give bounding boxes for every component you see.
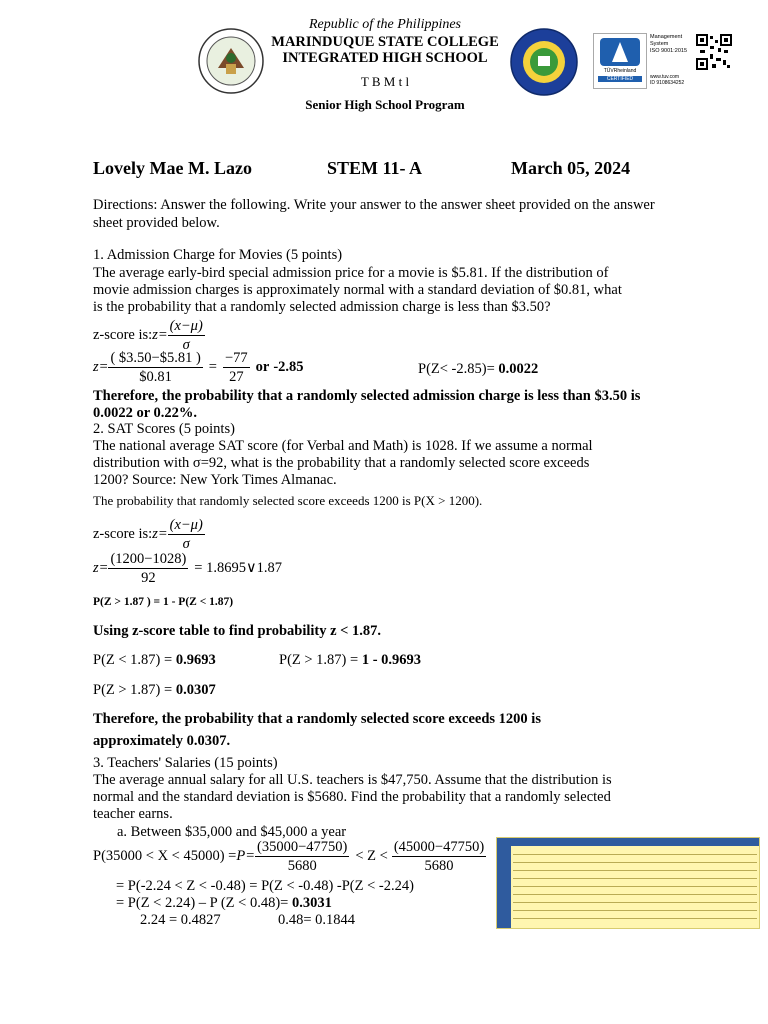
student-section: STEM 11- A	[327, 158, 423, 178]
program-name: Senior High School Program	[305, 97, 465, 112]
q2-calc-lhs: z=	[93, 560, 109, 576]
q2-line2: distribution with σ=92, what is the probability that a randomly selected score exceeds	[93, 455, 590, 471]
q1-zformula-lhs: z=	[152, 327, 168, 343]
q2-step3b	[279, 651, 421, 669]
q1-calc-lhs: z=	[93, 359, 109, 375]
q2-step3b-label: P(Z > 1.87) =	[279, 652, 362, 668]
q3-line-a2	[116, 894, 332, 912]
q2-zformula-lhs: z=	[152, 526, 168, 542]
q2-step4	[93, 681, 216, 699]
q1-zformula-num: (x−μ)	[169, 318, 203, 334]
q1-calc-or: or	[255, 359, 270, 375]
q3-calc-num1: (35000−47750)	[257, 839, 348, 855]
q1-zscore-calc	[93, 349, 304, 386]
directions-text: Directions: Answer the following. Write your answer to the answer sheet provided on the answer sheet provided below.	[93, 197, 655, 231]
q3-title: 3. Teachers' Salaries (15 points)	[93, 755, 278, 771]
q2-step4-label: P(Z > 1.87) =	[93, 682, 176, 698]
q1-line2: movie admission charges is approximately normal with a standard deviation of $0.81, what	[93, 282, 622, 298]
q3-line-a2-value: 0.3031	[291, 895, 332, 911]
q3-line3: teacher earns.	[93, 806, 173, 822]
q2-calc-num: (1200−1028)	[110, 551, 187, 567]
q3-line1: The average annual salary for all U.S. teachers is $47,750. Assume that the distribution is	[93, 772, 612, 788]
q3-line-a3b: 0.48= 0.1844	[278, 912, 356, 928]
q3-calc-num2: (45000−47750)	[393, 839, 485, 855]
msc-seal-logo	[198, 28, 264, 94]
q1-probability	[418, 360, 538, 378]
q2-statement: The probability that randomly selected score exceeds 1200 is P(X > 1200).	[93, 493, 483, 508]
cert-url-block	[650, 74, 700, 86]
q3-line-a2-label: = P(Z < 2.24) – P (Z < 0.48)=	[116, 895, 292, 911]
q3-calc-mid: < Z <	[355, 848, 388, 864]
submission-date: March 05, 2024	[511, 158, 631, 178]
q2-conclusion-2: approximately 0.0307.	[93, 733, 231, 749]
tuv-certification-badge	[593, 33, 647, 89]
q1-line1: The average early-bird special admission price for a movie is $5.81. If the distribution of	[93, 265, 609, 281]
q1-zformula-den: σ	[182, 337, 190, 353]
q1-calc-eq: =	[208, 359, 217, 375]
q2-zscore-calc	[93, 550, 282, 587]
q2-step4-value: 0.0307	[175, 682, 216, 698]
q2-step3b-value: 1 - 0.9693	[361, 652, 422, 668]
q3-calc-den1: 5680	[287, 858, 317, 874]
q2-calc-rhs: = 1.8695∨1.87	[194, 560, 282, 576]
q3-calc-lhs: P(35000 < X < 45000) =	[93, 848, 237, 864]
school-name: INTEGRATED HIGH SCHOOL	[282, 50, 488, 66]
q1-prob-label: P(Z< -2.85)=	[418, 361, 499, 377]
q3-line-a3a: 2.24 = 0.4827	[140, 912, 221, 928]
q3-line2: normal and the standard deviation is $5680. Find the probability that a randomly selected	[93, 789, 611, 805]
q1-calc-num2: −77	[224, 350, 248, 366]
college-name: MARINDUQUE STATE COLLEGE	[271, 34, 499, 50]
q1-title: 1. Admission Charge for Movies (5 points)	[93, 247, 343, 263]
cert-line3: ISO 9001:2015	[650, 48, 688, 54]
cert-url: www.tuv.com	[650, 74, 680, 80]
q2-conclusion-1: Therefore, the probability that a randomly selected score exceeds 1200 is	[93, 711, 541, 727]
cert-line2: System	[650, 41, 669, 47]
address-line: T B M t l	[360, 74, 410, 89]
cert-line1: Management	[650, 34, 683, 40]
q3-calc-den2: 5680	[424, 858, 454, 874]
q1-conclusion-1: Therefore, the probability that a randomly selected admission charge is less than $3.50 is	[93, 388, 641, 404]
cert-id: ID 9108634252	[650, 80, 685, 86]
q1-calc-den2: 27	[229, 369, 244, 385]
q1-line3: is the probability that a randomly selected admission charge is less than $3.50?	[93, 299, 551, 315]
q1-calc-den: $0.81	[139, 369, 172, 385]
qr-code-icon	[696, 34, 732, 70]
q2-zlabel: z-score is:	[93, 526, 153, 542]
q2-line3: 1200? Source: New York Times Almanac.	[93, 472, 337, 488]
q2-zformula-den: σ	[182, 536, 190, 552]
q3-line-a1: = P(-2.24 < Z < -0.48) = P(Z < -0.48) -P(Z < -2.24)	[116, 878, 414, 894]
ihs-seal-logo	[510, 28, 578, 96]
q2-step2: Using z-score table to find probability z < 1.87.	[93, 623, 382, 639]
student-name: Lovely Mae M. Lazo	[93, 158, 252, 178]
tuv-brand-text: TÜVRheinland	[603, 68, 637, 74]
q2-step3a-value: 0.9693	[175, 652, 216, 668]
q2-title: 2. SAT Scores (5 points)	[93, 421, 235, 437]
q2-zscore-formula	[93, 516, 205, 553]
q1-calc-num: ( $3.50−$5.81 )	[110, 350, 201, 366]
q1-calc-result: -2.85	[273, 359, 304, 375]
cert-text-block	[650, 34, 696, 55]
q2-calc-den: 92	[141, 570, 156, 586]
q2-step3a	[93, 651, 216, 669]
q3-calc	[93, 838, 486, 875]
tuv-certified-text: CERTIFIED	[598, 76, 642, 82]
q2-zformula-num: (x−μ)	[169, 517, 203, 533]
z-table-image	[496, 837, 760, 929]
q3-part-a: a. Between $35,000 and $45,000 a year	[117, 824, 347, 840]
q1-zlabel: z-score is:	[93, 327, 153, 343]
q1-prob-value: 0.0022	[498, 361, 539, 377]
q3-calc-p: P=	[236, 848, 256, 864]
q1-conclusion-2: 0.0022 or 0.22%.	[93, 405, 198, 421]
q2-line1: The national average SAT score (for Verbal and Math) is 1028. If we assume a normal	[93, 438, 593, 454]
republic-text: Republic of the Philippines	[308, 17, 462, 32]
q2-step1: P(Z > 1.87 ) = 1 - P(Z < 1.87)	[93, 596, 234, 608]
q2-step3a-label: P(Z < 1.87) =	[93, 652, 176, 668]
